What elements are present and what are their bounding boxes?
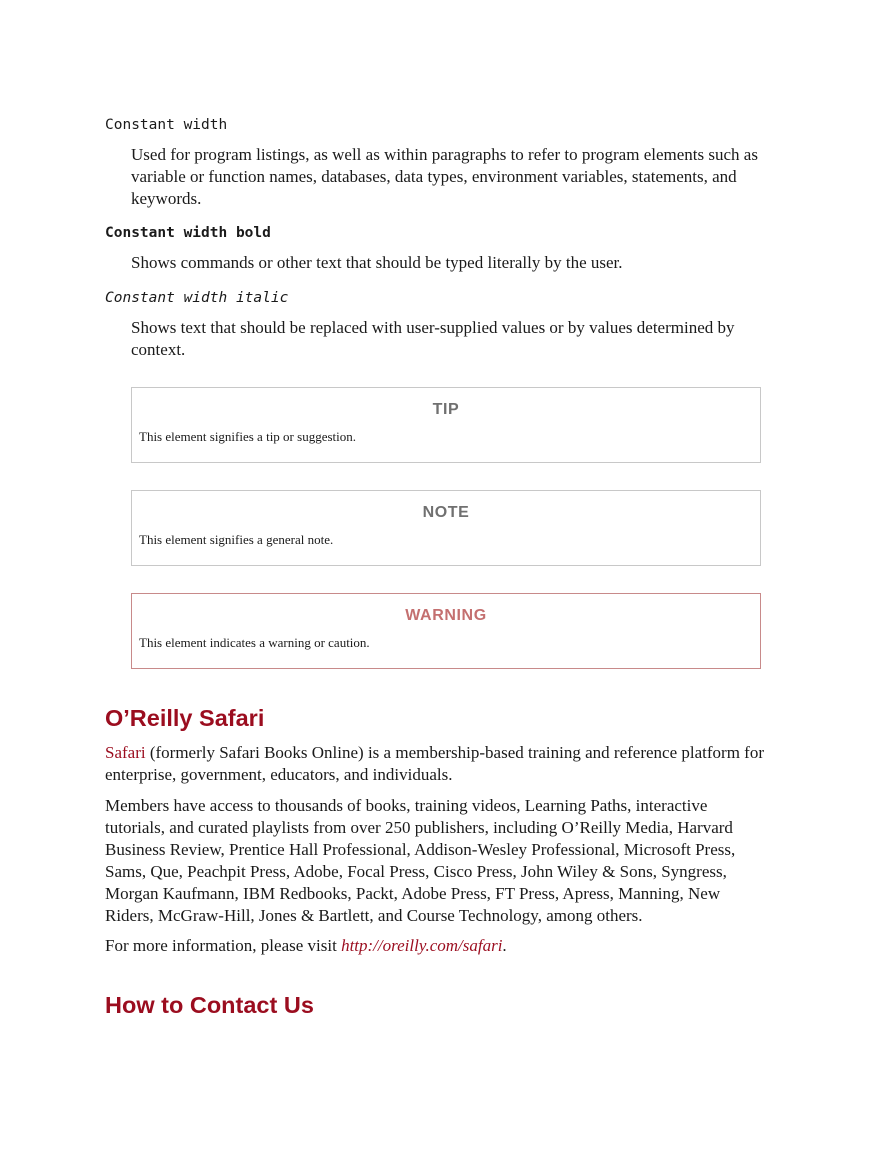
contact-heading: How to Contact Us	[105, 992, 314, 1018]
more-info-suffix: .	[502, 936, 507, 955]
note-title: NOTE	[422, 504, 470, 521]
safari-url-link[interactable]: http://oreilly.com/safari	[341, 936, 503, 955]
safari-link[interactable]: Safari	[105, 743, 146, 762]
safari-more-info-paragraph	[105, 935, 795, 957]
term-constant-width: Constant width	[105, 117, 228, 133]
note-callout	[131, 490, 761, 566]
note-text: This element signifies a general note.	[139, 532, 334, 547]
warning-callout	[131, 593, 761, 669]
term-constant-width-italic-description: Shows text that should be replaced with user-supplied values or by values determined by context.	[131, 318, 735, 359]
safari-intro-text: (formerly Safari Books Online) is a membership-based training and reference platform for enterprise, government, educators, and individuals.	[105, 743, 764, 784]
warning-text: This element indicates a warning or caution.	[139, 635, 370, 650]
term-constant-width-bold-description: Shows commands or other text that should be typed literally by the user.	[131, 253, 623, 272]
tip-callout	[131, 387, 761, 463]
term-constant-width-italic: Constant width italic	[105, 290, 289, 306]
safari-intro-paragraph	[105, 742, 795, 786]
safari-members-paragraph: Members have access to thousands of books, training videos, Learning Paths, interactive tutorials, and curated playlists from over 250 publishers, including O’Reilly Media, Harvard Business Review, Prentice Hall Professional, Addison-Wesley Professional, Microsoft Press, Sams, Que, Peachpit Press, Adobe, Focal Press, Cisco Press, John Wiley & Sons, Syngress, Morgan Kaufmann, IBM Redbooks, Packt, Adobe Press, FT Press, Apress, Manning, New Riders, McGraw-Hill, Jones & Bartlett, and Course Technology, among others.	[105, 796, 736, 925]
term-constant-width-bold: Constant width bold	[105, 225, 271, 241]
safari-heading: O’Reilly Safari	[105, 705, 265, 731]
tip-text: This element signifies a tip or suggestion.	[139, 429, 356, 444]
warning-title: WARNING	[405, 607, 487, 624]
tip-title: TIP	[432, 401, 460, 418]
term-constant-width-description: Used for program listings, as well as within paragraphs to refer to program elements such as variable or function names, databases, data types, environment variables, statements, and keywords.	[131, 145, 758, 208]
more-info-prefix: For more information, please visit	[105, 936, 342, 955]
